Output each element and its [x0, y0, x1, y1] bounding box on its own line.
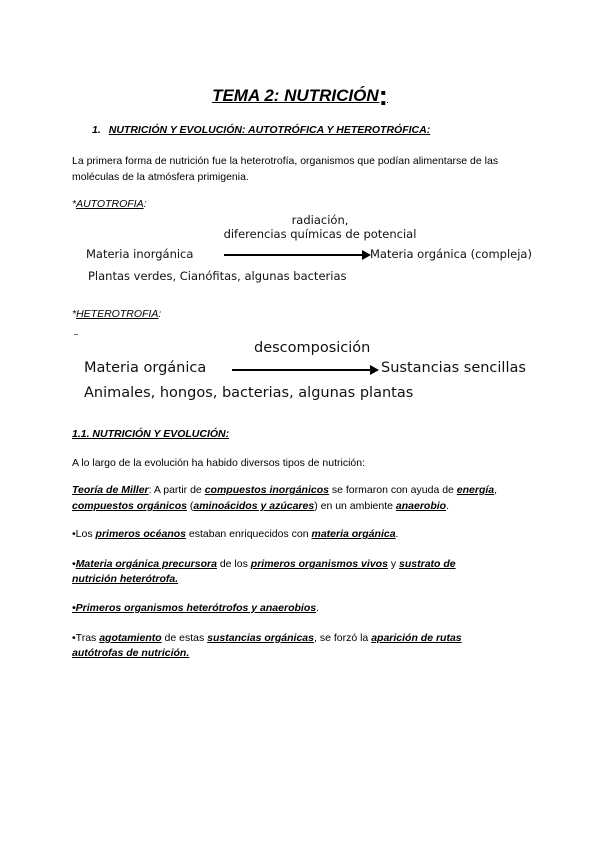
small-dash-mark — [74, 334, 78, 335]
heterotrofia-arrow-label: descomposición — [254, 340, 371, 356]
bullet-materia-precursora: •Materia orgánica precursora de los primeros organismos vivos y sustrato de nutrición heterótrofa. — [72, 558, 456, 585]
autotrofia-to: Materia orgánica (compleja) — [370, 247, 532, 261]
autotrofia-label: *AUTOTROFIA: — [72, 198, 147, 210]
autotrofia-from: Materia inorgánica — [86, 247, 194, 261]
heterotrofia-arrowhead — [370, 365, 379, 375]
section-heading-1-1: 1.1. NUTRICIÓN Y EVOLUCIÓN: — [72, 428, 230, 440]
autotrofia-examples: Plantas verdes, Cianófitas, algunas bacterias — [88, 269, 347, 283]
section-number: 1. — [92, 124, 101, 136]
section-heading-text: NUTRICIÓN Y EVOLUCIÓN: AUTOTRÓFICA Y HETEROTRÓFICA: — [108, 124, 431, 136]
evolution-intro: A lo largo de la evolución ha habido diversos tipos de nutrición: — [72, 457, 366, 469]
bullet-primeros-heterotrofos: •Primeros organismos heterótrofos y anaerobios. — [72, 602, 319, 614]
autotrofia-arrow-label: radiación, diferencias químicas de potencial — [223, 213, 417, 241]
intro-paragraph: La primera forma de nutrición fue la heterotrofía, organismos que podían alimentarse de las moléculas de la atmósfera primigenia. — [72, 155, 499, 183]
heterotrofia-to: Sustancias sencillas — [381, 360, 526, 376]
autotrofia-arrow — [224, 254, 364, 256]
section-heading-1 — [92, 124, 430, 136]
heterotrofia-arrow — [232, 369, 372, 371]
title-colon: : — [378, 80, 388, 111]
heterotrofia-from: Materia orgánica — [84, 360, 207, 376]
miller-paragraph: Teoría de Miller: A partir de compuestos inorgánicos se formaron con ayuda de energía, compuestos orgánicos (aminoácidos y azúcares) en un ambiente anaerobio. — [72, 484, 498, 512]
page-title: TEMA 2: NUTRICIÓN: — [212, 80, 388, 111]
bullet-primeros-oceanos: •Los primeros océanos estaban enriquecidos con materia orgánica. — [72, 528, 399, 540]
heterotrofia-examples: Animales, hongos, bacterias, algunas plantas — [84, 385, 414, 401]
heterotrofia-label: *HETEROTROFIA: — [72, 308, 162, 320]
bullet-agotamiento: •Tras agotamiento de estas sustancias orgánicas, se forzó la aparición de rutas autótrofas de nutrición. — [72, 632, 462, 659]
